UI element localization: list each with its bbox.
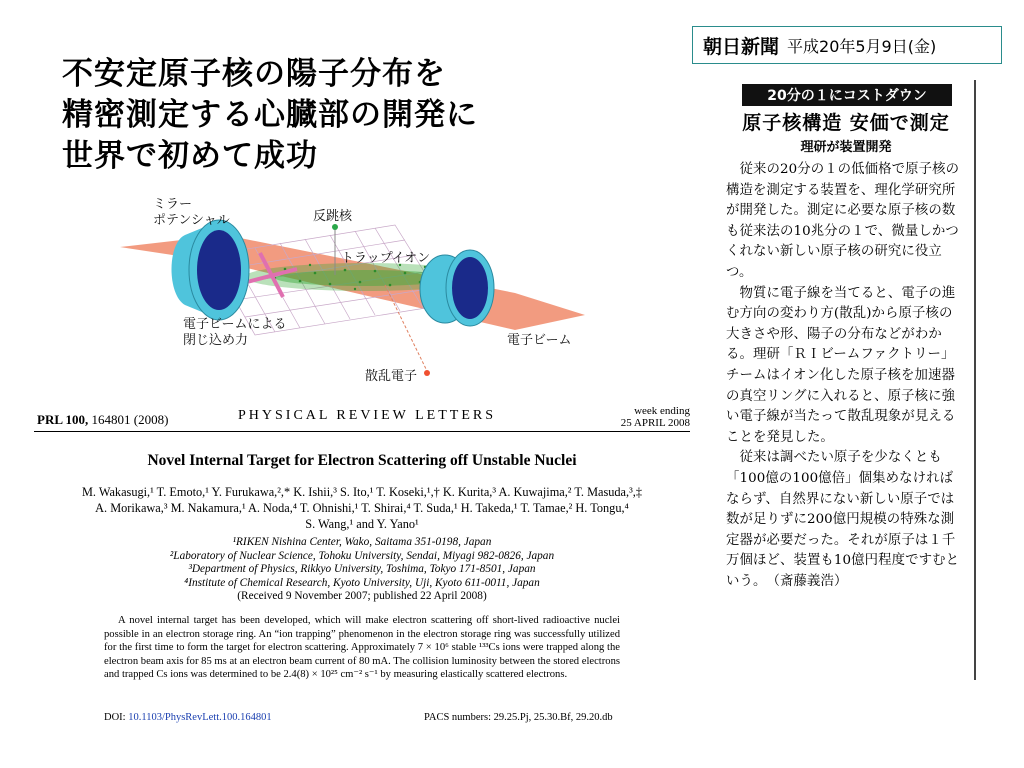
- ion-trap-diagram: [115, 185, 595, 385]
- abstract-text: A novel internal target has been developed, which will make electron scattering off short-lived radioactive nuclei possible in an electron storage ring. An “ion trapping” phenomenon in the electron storage ring was successfully utilized for the first time to form the target for electron scattering. Approximately 7 × 10⁶ stable ¹³³Cs ions were trapped along the electron beam axis for 85 ms at an electron beam current of 80 mA. The collision luminosity between the stored electrons and trapped Cs ions was determined to be 2.4(8) × 10²⁵ cm⁻² s⁻¹ by measuring elastically scattered electrons.: [104, 615, 620, 681]
- news-paragraph-1: 従来の20分の１の低価格で原子核の構造を測定する装置を、理化学研究所が開発した。測定に必要な原子核の数も従来法の10兆分の１で、微量しかつくれない新しい原子核の研究に役立つ。: [726, 162, 960, 280]
- right-mirror-ring: [420, 250, 494, 326]
- newspaper-source-box: [692, 26, 1002, 64]
- newspaper-clipping: [726, 80, 978, 676]
- newspaper-date: 平成20年5月9日(金): [787, 36, 937, 56]
- journal-ref-text: 164801 (2008): [91, 412, 169, 427]
- newspaper-name: 朝日新聞: [703, 35, 780, 58]
- label-electron-beam: 電子ビーム: [507, 333, 572, 348]
- news-headline: 原子核構造 安価で測定: [742, 112, 950, 134]
- authors-line-2: A. Morikawa,³ M. Nakamura,¹ A. Noda,⁴ T. Ohnishi,¹ T. Shirai,⁴ T. Suda,¹ H. Takeda,¹ T. Tamae,² H. Tongu,⁴: [95, 501, 629, 515]
- headline-line-2: 精密測定する心臓部の開発に: [62, 97, 478, 133]
- slide-headline: [62, 54, 478, 177]
- authors-line-1: M. Wakasugi,¹ T. Emoto,¹ Y. Furukawa,²,* K. Ishii,³ S. Ito,¹ T. Koseki,¹,† K. Kurita,³ A. Kuwajima,² T. Masuda,³,‡: [81, 485, 642, 499]
- headline-line-3: 世界で初めて成功: [62, 138, 318, 174]
- label-scattered-electron: 散乱電子: [365, 369, 418, 384]
- doi-label: DOI:: [104, 712, 126, 723]
- authors-line-3: S. Wang,¹ and Y. Yano¹: [305, 517, 419, 531]
- news-banner: 20分の１にコストダウン: [742, 84, 952, 106]
- author-list: [34, 484, 690, 532]
- headline-line-1: 不安定原子核の陽子分布を: [62, 56, 446, 92]
- week-ending-date: 25 APRIL 2008: [620, 417, 690, 429]
- header-rule: [34, 431, 690, 432]
- label-recoil-nucleus: 反跳核: [313, 209, 353, 224]
- paper-title: Novel Internal Target for Electron Scattering off Unstable Nuclei: [147, 452, 577, 469]
- affiliations: [34, 536, 690, 604]
- abstract: [104, 614, 620, 682]
- news-paragraph-2: 物質に電子線を当てると、電子の進む方向の変わり方(散乱)から原子核の大きさや形、陽子の分布などがわかる。理研「ＲＩビームファクトリー」チームはイオン化した原子核を加速器の真空リングに入れると、原子核に強い電子線が当たって散乱現象が見えることを発見した。: [726, 285, 956, 445]
- label-confinement-2: 閉じ込め力: [183, 333, 249, 348]
- journal-name: PHYSICAL REVIEW LETTERS: [238, 408, 496, 423]
- doi-line: [104, 712, 272, 723]
- received-dates: (Received 9 November 2007; published 22 April 2008): [237, 590, 487, 602]
- clipping-edge: [974, 80, 976, 680]
- left-mirror-ring: [172, 220, 250, 320]
- journal-reference: [37, 412, 168, 428]
- news-body: [726, 160, 962, 592]
- news-subhead: 理研が装置開発: [800, 140, 892, 155]
- affiliation-4: ⁴Institute of Chemical Research, Kyoto University, Uji, Kyoto 611-0011, Japan: [184, 576, 540, 589]
- affiliation-1: ¹RIKEN Nishina Center, Wako, Saitama 351-0198, Japan: [232, 536, 492, 548]
- label-trapped-ions: トラップイオン: [341, 251, 431, 266]
- label-mirror-potential-2: ポテンシャル: [153, 213, 230, 228]
- journal-volume: PRL 100,: [37, 412, 92, 427]
- affiliation-2: ²Laboratory of Nuclear Science, Tohoku University, Sendai, Miyagi 982-0826, Japan: [169, 549, 555, 562]
- scattered-electron-dot: [424, 370, 430, 376]
- week-ending: [600, 405, 690, 429]
- recoil-nucleus-dot: [332, 224, 338, 230]
- label-mirror-potential-1: ミラー: [153, 197, 193, 212]
- pacs-numbers: PACS numbers: 29.25.Pj, 25.30.Bf, 29.20.db: [424, 712, 613, 723]
- affiliation-3: ³Department of Physics, Rikkyo University, Toshima, Tokyo 171-8501, Japan: [188, 563, 536, 575]
- doi-link[interactable]: 10.1103/PhysRevLett.100.164801: [128, 712, 272, 723]
- news-paragraph-3: 従来は調べたい原子を少なくとも「100億の100億倍」個集めなければならず、自然界にない新しい原子では数が足りずに200億円規模の特殊な測定器が必要だった。それが原子は１千万個ほど、装置も10億円程度ですむという。 （斎藤義浩）: [726, 450, 960, 589]
- label-confinement-1: 電子ビームによる: [183, 317, 287, 332]
- week-ending-label: week ending: [634, 405, 690, 417]
